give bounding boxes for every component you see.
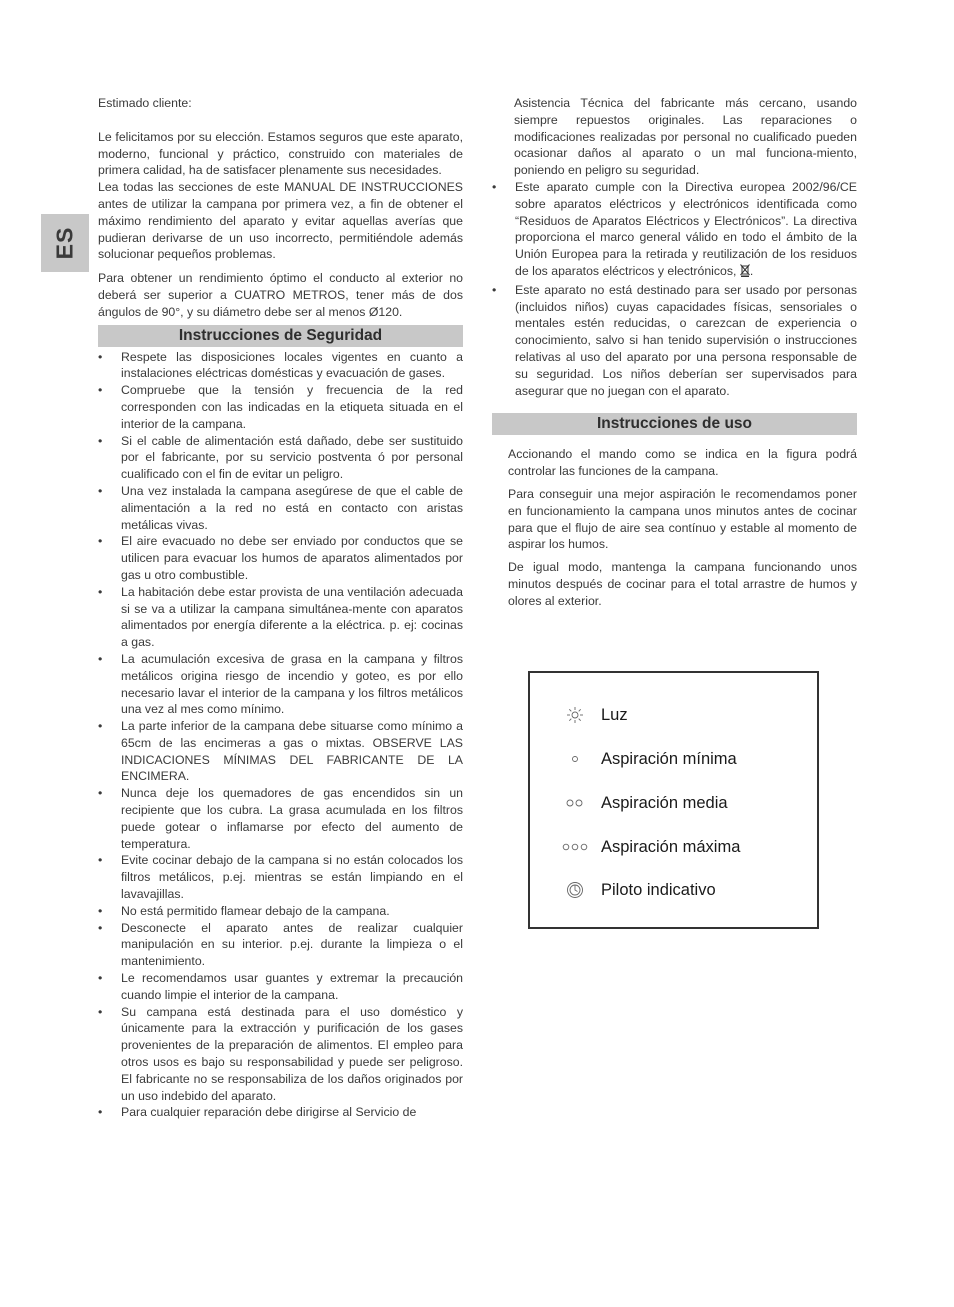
safety-list-right: [492, 179, 857, 399]
safety-item: • Le recomendamos usar guantes y extremar la precaución cuando limpie el interior de la campana.: [98, 970, 463, 1004]
safety-item-weee: [492, 179, 857, 280]
figure-row-min: [530, 747, 817, 771]
intro-paragraph-3: Para obtener un rendimiento óptimo el conducto al exterior no deberá ser superior a CUATRO METROS, tener más de dos ángulos de 90°, y su diámetro debe ser al menos Ø120.: [98, 271, 463, 319]
safety-item: • No está permitido flamear debajo de la campana.: [98, 903, 463, 920]
pilot-light-icon: [558, 878, 592, 902]
usage-paragraph: Para conseguir una mejor aspiración le recomendamos poner en funcionamiento la campana unos minutos antes de cocinar para que el flujo de aire sea contínuo y estable al momento de aspirar los humos.: [508, 486, 857, 552]
safety-item: • Evite cocinar debajo de la campana si no están colocados los filtros metálicos, p.ej. mientras se están limpiando en el lavavajillas.: [98, 852, 463, 902]
weee-text: Este aparato cumple con la Directiva europea 2002/96/CE sobre aparatos eléctricos y electrónicos identificada como “Residuos de Aparatos Eléctricos y Electrónicos”. La directiva proporciona el marco general válido en todo el ámbito de la Unión Europea para la retirada y reutilización de los residuos de los aparatos eléctricos y electrónicos,: [515, 179, 857, 278]
safety-item: • Su campana está destinada para el uso doméstico y únicamente para la extracción y purificación de los gases provenientes de la preparación de alimentos. El empleo para otros usos es bajo su responsabilidad y puede ser peligroso. El fabricante no se responsabiliza de los daños originados por un uso indebido del aparato.: [98, 1004, 463, 1105]
figure-row-mid: [530, 791, 817, 815]
one-dot-icon: [558, 747, 592, 771]
controls-figure: [528, 671, 819, 929]
safety-item: • La parte inferior de la campana debe situarse como mínimo a 65cm de las encimeras a gas o mixtas. OBSERVE LAS INDICACIONES MÍNIMAS DEL FABRICANTE DE LA ENCIMERA.: [98, 718, 463, 785]
right-column: [492, 95, 857, 616]
language-tab-label: ES: [51, 226, 78, 260]
safety-list: [98, 349, 463, 1122]
intro-paragraph-2: Lea todas las secciones de este MANUAL DE INSTRUCCIONES antes de utilizar la campana por primera vez, a fin de obtener el máximo rendimiento del aparato y evitar aquellas averías que pudieran derivarse de un uso incorrecto, permitiéndole además solucionar pequeños problemas.: [98, 180, 463, 262]
language-tab: [41, 214, 89, 272]
greeting: Estimado cliente:: [98, 96, 192, 110]
figure-label-pilot: Piloto indicativo: [601, 881, 716, 899]
weee-suffix: .: [749, 263, 754, 278]
safety-item: • Para cualquier reparación debe dirigirse al Servicio de: [98, 1104, 463, 1121]
safety-item: • La acumulación excesiva de grasa en la campana y filtros metálicos origina riesgo de incendio y goteo, es por ello necesario lavar el interior de la campana y los filtros metálicos una vez al mes como mínimo.: [98, 651, 463, 718]
usage-paragraph: Accionando el mando como se indica en la figura podrá controlar las funciones de la campana.: [508, 447, 857, 479]
intro-paragraph-1: Le felicitamos por su elección. Estamos seguros que este aparato, moderno, funcional y práctico, construido con materiales de primera calidad, ha de satisfacer plenamente sus necesidades.: [98, 129, 463, 178]
figure-label-max: Aspiración máxima: [601, 838, 741, 856]
three-dots-icon: [558, 835, 592, 859]
safety-item: • Compruebe que la tensión y frecuencia de la red corresponden con las indicadas en la etiqueta situada en el interior de la campana.: [98, 382, 463, 432]
safety-item: • Desconecte el aparato antes de realizar cualquier manipulación en su interior. p.ej. durante la limpieza o el mantenimiento.: [98, 920, 463, 970]
left-column: [98, 95, 463, 1121]
figure-row-max: [530, 835, 817, 859]
safety-item: • Una vez instalada la campana asegúrese de que el cable de alimentación a la red no está en contacto con aristas metálicas vivas.: [98, 483, 463, 533]
usage-text: [492, 446, 857, 609]
usage-section-header: [492, 413, 857, 435]
safety-item: • La habitación debe estar provista de una ventilación adecuada si se va a utilizar la campana simultánea-mente con aparatos alimentados por energía diferente a la eléctrica. p. ej: cocinas a gas.: [98, 584, 463, 651]
safety-item: • El aire evacuado no debe ser enviado por conductos que se utilicen para evacuar los humos de aparatos alimentados por gas u otro combustible.: [98, 533, 463, 583]
figure-row-pilot: [530, 878, 817, 902]
safety-item: • Nunca deje los quemadores de gas encendidos sin un recipiente que los cubra. La grasa acumulada en los filtros puede gotear o inflamarse por efecto del aumento de temperatura.: [98, 785, 463, 852]
safety-section-header: [98, 325, 463, 347]
figure-row-light: [530, 703, 817, 727]
weee-bin-icon: [740, 263, 750, 277]
light-icon: [558, 703, 592, 727]
usage-section-title: Instrucciones de uso: [596, 415, 753, 433]
safety-item: • Este aparato no está destinado para ser usado por personas (incluidos niños) cuyas capacidades físicas, sensoriales o mentales estén reducidas, o carezcan de experiencia o conocimiento, salvo si han tenido supervisión o instrucciones relativas al uso del aparato por una persona responsable de su seguridad. Los niños deberían ser supervisados para asegurar que no juegan con el aparato.: [492, 282, 857, 400]
figure-label-mid: Aspiración media: [601, 794, 728, 812]
figure-label-min: Aspiración mínima: [601, 750, 737, 768]
safety-item: • Respete las disposiciones locales vigentes en cuanto a instalaciones eléctricas domésticas y evacuación de gases.: [98, 349, 463, 383]
usage-paragraph: De igual modo, mantenga la campana funcionando unos minutos después de cocinar para el total arrastre de humos y olores al exterior.: [508, 560, 857, 608]
safety-item: • Si el cable de alimentación está dañado, debe ser sustituido por el fabricante, por su servicio postventa ó por personal cualificado con el fin de evitar un peligro.: [98, 433, 463, 483]
figure-label-light: Luz: [601, 706, 628, 724]
safety-section-title: Instrucciones de Seguridad: [178, 326, 383, 344]
two-dots-icon: [558, 791, 592, 815]
safety-continuation: Asistencia Técnica del fabricante más cercano, usando siempre repuestos originales. Las reparaciones o modificaciones realizadas por personal no cualificado pueden ocasionar daños al aparato o un mal funciona-miento, poniendo en peligro su seguridad.: [514, 96, 857, 178]
